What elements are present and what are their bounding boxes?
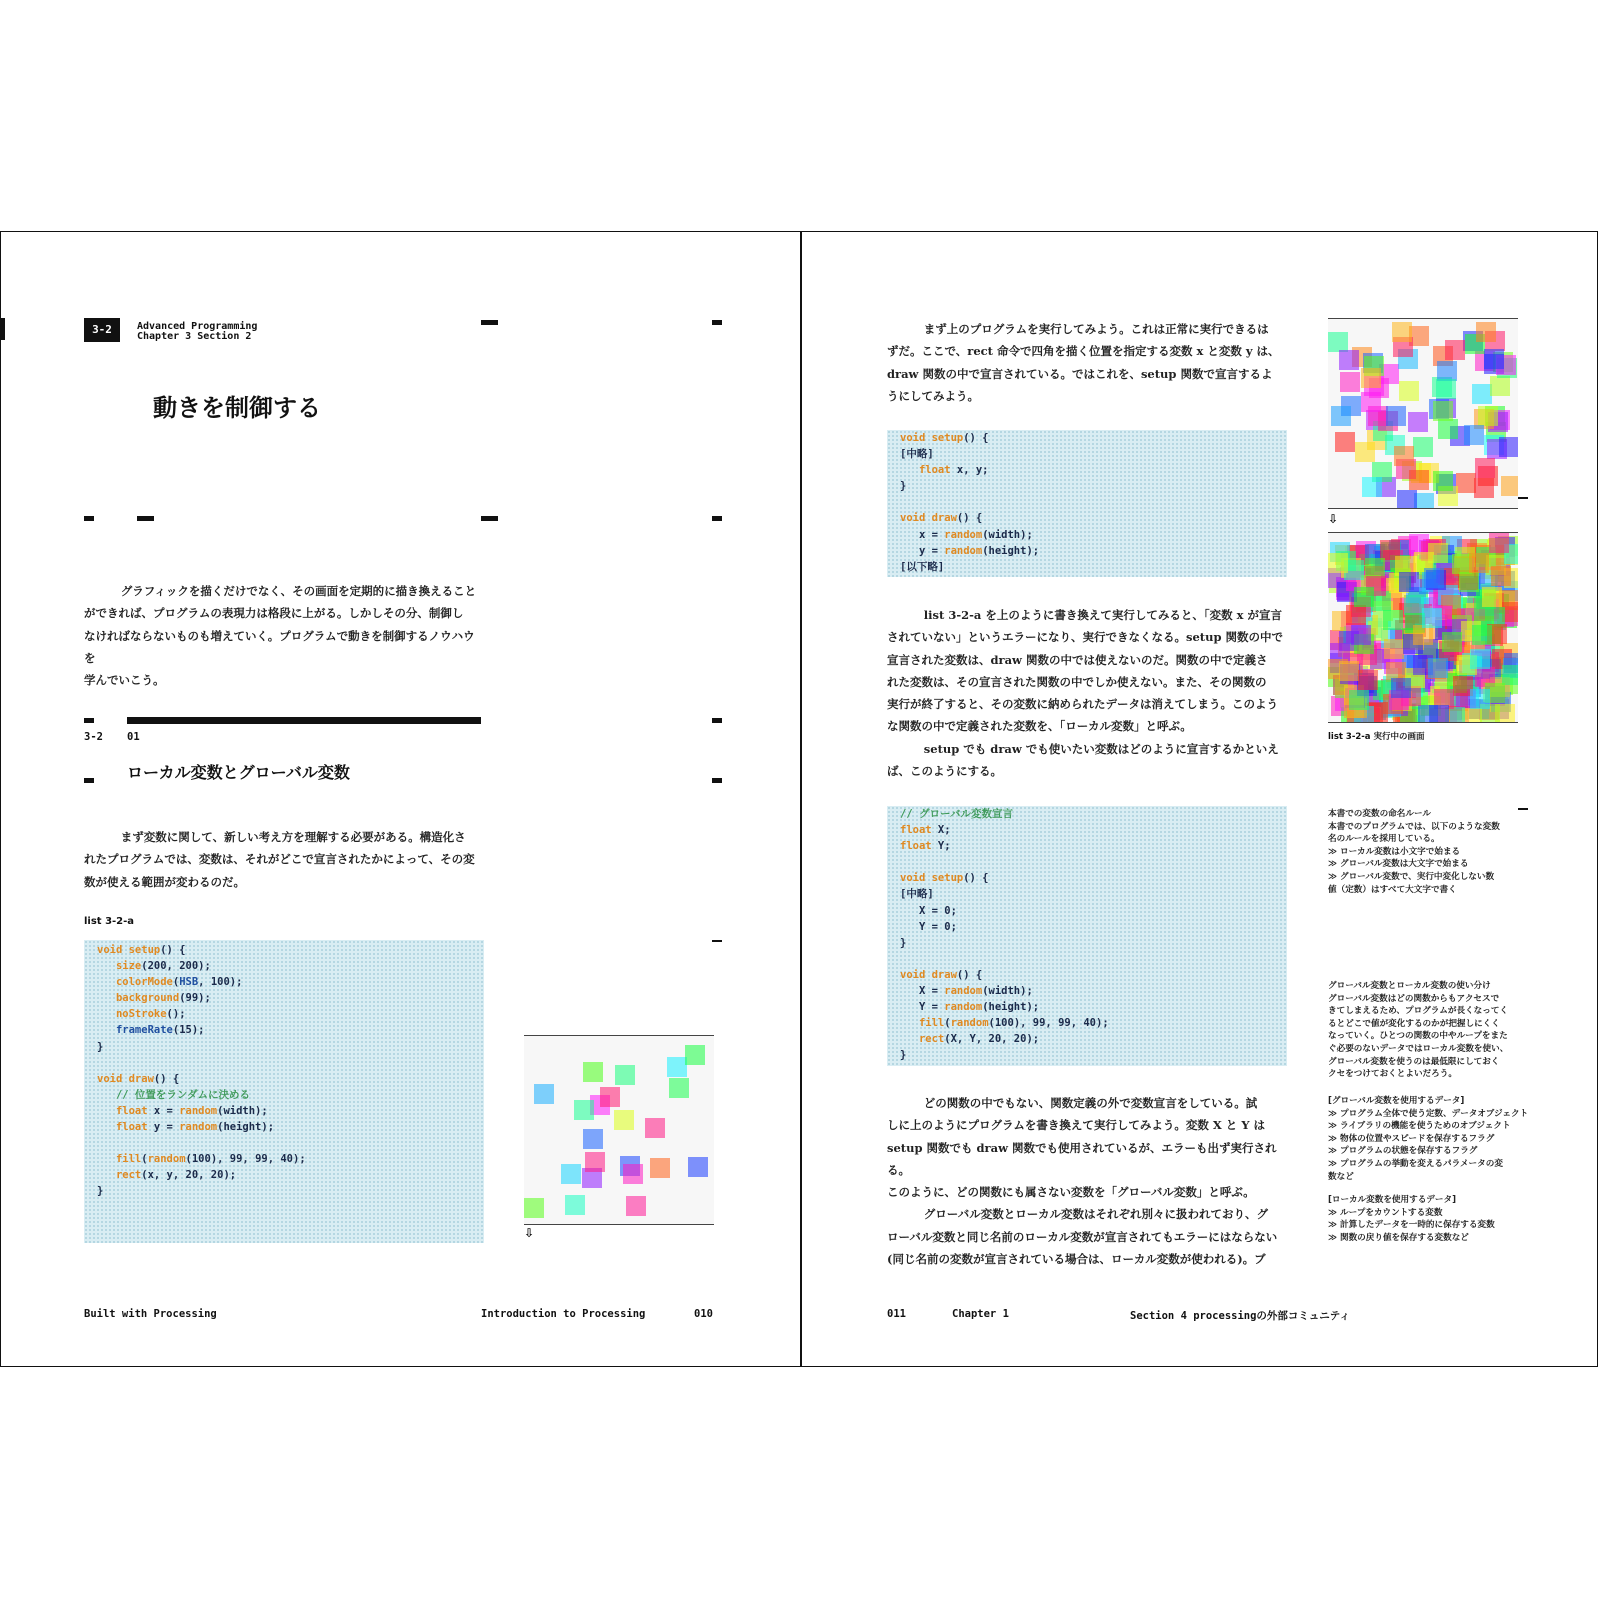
intro-line: なければならないものも増えていく。プログラムで動きを制御するノウハウを	[84, 628, 475, 665]
random-square	[524, 1198, 544, 1218]
list-label: list 3-2-a	[84, 916, 135, 927]
random-square	[667, 1057, 687, 1077]
random-square	[1328, 332, 1348, 352]
crop-mark	[481, 516, 498, 521]
body-line: ば、このようにする。	[887, 764, 1002, 779]
figure-caption: list 3-2-a 実行中の画面	[1328, 732, 1425, 742]
sidenote-line: ≫ プログラムの状態を保存するフラグ	[1328, 1146, 1478, 1157]
random-square	[1386, 406, 1406, 426]
random-square	[1429, 705, 1449, 723]
sidenote-line: 本書でのプログラムでは、以下のような変数	[1328, 821, 1500, 832]
section-rule	[127, 717, 481, 724]
sidenote-line: ≫ ライブラリの機能を使うためのオブジェクト	[1328, 1121, 1511, 1132]
random-square	[1470, 649, 1490, 669]
random-square	[1490, 376, 1510, 396]
edge-tab	[0, 318, 5, 340]
sidenote-line: なっていく。ひとつの関数の中やループをまた	[1328, 1031, 1508, 1042]
random-square	[1413, 625, 1433, 645]
random-square	[1355, 442, 1375, 462]
body-line: setup でも draw でも使いたい変数はどのように宣言するかといえ	[923, 741, 1279, 756]
sidenote-line: 本書での変数の命名ルール	[1328, 809, 1431, 819]
random-square	[1413, 437, 1433, 457]
crop-mark	[712, 718, 722, 723]
random-square	[645, 1118, 665, 1138]
sidenote-line: ≫ 物体の位置やスピードを保存するフラグ	[1328, 1133, 1495, 1144]
random-square	[1491, 566, 1511, 586]
sidenote-line: 値（定数）はすべて大文字で書く	[1328, 884, 1457, 895]
random-square	[1436, 379, 1456, 399]
sidenote-line: ≫ プログラムの挙動を変えるパラメータの変	[1328, 1158, 1503, 1169]
intro-line: 学んでいこう。	[84, 673, 165, 688]
random-square	[1404, 595, 1424, 615]
body-line: ローバル変数と同じ名前のローカル変数が宣言されてもエラーにはならない	[887, 1229, 1278, 1244]
sidenote-line: ≫ グローバル変数は大文字で始まる	[1328, 859, 1469, 870]
random-square	[1445, 340, 1465, 360]
random-square	[1442, 632, 1462, 652]
random-square	[1384, 639, 1404, 659]
random-square	[1358, 670, 1378, 690]
body-line: 数が使える範囲が変わるのだ。	[84, 874, 245, 889]
random-square	[1478, 406, 1498, 426]
page-number: 011	[887, 1308, 906, 1320]
random-square	[1474, 478, 1494, 498]
sidenote-line: ≫ グローバル変数で、実行中変化しない数	[1328, 871, 1495, 882]
arrow-icon: ⇩	[1328, 512, 1339, 526]
body-line: どの関数の中でもない、関数定義の外で変数宣言をしている。試	[923, 1096, 1258, 1110]
sidenote-local-data	[1328, 1194, 1495, 1244]
sidenote-line: [グローバル変数を使用するデータ]	[1328, 1096, 1465, 1106]
random-square	[1456, 473, 1476, 493]
random-square	[585, 1152, 605, 1172]
body-line: れたプログラムでは、変数は、それがどこで宣言されたかによって、その変	[84, 852, 475, 867]
intro-line: ができれば、プログラムの表現力は格段に上がる。しかしその分、制御し	[84, 606, 464, 621]
intro-line: グラフィックを描くだけでなく、その画面を定期的に描き換えること	[120, 584, 477, 598]
crop-mark	[137, 516, 154, 521]
random-square	[1346, 605, 1366, 625]
random-square	[1361, 368, 1381, 388]
random-square	[1489, 533, 1509, 553]
sidenote-line: [ローカル変数を使用するデータ]	[1328, 1195, 1456, 1205]
code-text: void setup() { size(200, 200); colorMode(HSB, 100); background(99); noStroke(); frameRate(15); } void draw() { // 位置をランダムに決める float x = random(width); float y = random(height); fill(random(100), 99, 99, 40); rect(x, y, 20, 20); }	[97, 944, 306, 1198]
random-square	[1428, 543, 1448, 563]
random-square	[1475, 458, 1495, 478]
random-square	[614, 1110, 634, 1130]
right-paragraph-3	[887, 1092, 1287, 1270]
body-paragraph	[84, 826, 484, 893]
random-square	[1459, 572, 1479, 592]
sidenote-line: ≫ 計算したデータを一時的に保存する変数	[1328, 1220, 1495, 1231]
right-paragraph-2	[887, 604, 1287, 782]
body-line: 宣言された変数は、draw 関数の中では使えないのだ。関数の中で定義さ	[887, 652, 1268, 667]
random-square	[1391, 678, 1411, 698]
random-square	[1365, 558, 1385, 578]
random-square	[1409, 470, 1429, 490]
page-divider	[800, 231, 802, 1367]
random-square	[1462, 708, 1482, 723]
sidenote-line: クセをつけておくとよいだろう。	[1328, 1069, 1457, 1080]
sidenote-line: グローバル変数とローカル変数の使い分け	[1328, 981, 1491, 991]
random-square	[1502, 665, 1518, 685]
random-square	[1424, 568, 1444, 588]
sidenote-line: きてしまえるため、プログラムが長くなってく	[1328, 1006, 1509, 1017]
sketch-output-medium	[1328, 318, 1518, 509]
sketch-output-dense	[1328, 532, 1518, 723]
random-square	[600, 1087, 620, 1107]
section-number: 3-2	[84, 731, 103, 743]
footer-book-title: Built with Processing	[84, 1308, 217, 1320]
code-listing-local	[887, 430, 1287, 577]
crop-mark	[1518, 808, 1528, 810]
random-square	[1499, 437, 1518, 457]
random-square	[1472, 384, 1492, 404]
crop-mark	[712, 778, 722, 783]
random-square	[1482, 587, 1502, 607]
random-square	[1433, 471, 1453, 491]
sidenote-usage	[1328, 980, 1508, 1081]
intro-paragraph	[84, 580, 484, 691]
random-square	[650, 1158, 670, 1178]
body-line: list 3-2-a を上のように書き換えて実行してみると、「変数 x が宣言	[923, 608, 1282, 622]
body-line: しに上のようにプログラムを書き換えて実行してみよう。変数 X と Y は	[887, 1118, 1266, 1133]
random-square	[1470, 689, 1490, 709]
body-line: な関数の中で定義された変数を、「ローカル変数」と呼ぶ。	[887, 719, 1192, 734]
random-square	[669, 1078, 689, 1098]
code-text: // グローバル変数宣言 float X; float Y; void setup() { [中略] X = 0; Y = 0; } void draw() { X = random(width); Y = random(height); fill(random(100), 99, 99, 40); rect(X, Y, 20, 20); }	[900, 808, 1109, 1062]
random-square	[574, 1100, 594, 1120]
sidenote-global-data	[1328, 1095, 1528, 1183]
footer-chapter-title: Introduction to Processing	[481, 1308, 646, 1320]
random-square	[1408, 412, 1428, 432]
random-square	[1464, 425, 1484, 445]
crop-mark	[712, 940, 722, 942]
random-square	[1472, 625, 1492, 645]
running-head	[137, 322, 257, 342]
random-square	[1428, 658, 1448, 678]
sidenote-naming-rules	[1328, 808, 1500, 896]
random-square	[1328, 553, 1348, 573]
section-chip: 3-2	[84, 318, 120, 342]
random-square	[561, 1164, 581, 1184]
crop-mark	[84, 516, 94, 521]
random-square	[1392, 322, 1412, 342]
crop-mark	[1518, 497, 1528, 499]
random-square	[1484, 349, 1504, 369]
random-square	[1339, 350, 1359, 370]
random-square	[583, 1129, 603, 1149]
body-line: このように、どの関数にも属さない変数を「グローバル変数」と呼ぶ。	[887, 1185, 1255, 1200]
random-square	[1331, 406, 1351, 426]
random-square	[1383, 610, 1403, 630]
body-line: ずだ。ここで、rect 命令で四角を描く位置を指定する変数 x と変数 y は、	[887, 344, 1280, 359]
random-square	[583, 1062, 603, 1082]
random-square	[1399, 572, 1419, 592]
body-line: うにしてみよう。	[887, 388, 979, 403]
crop-mark	[84, 778, 94, 783]
sidenote-line: るとどこで値が変化するのかが把握しにくく	[1328, 1018, 1500, 1029]
body-line: まず変数に関して、新しい考え方を理解する必要がある。構造化さ	[120, 830, 466, 844]
code-listing-global	[887, 806, 1287, 1066]
random-square	[1438, 419, 1458, 439]
random-square	[626, 1196, 646, 1216]
random-square	[1351, 625, 1371, 645]
sidenote-line: ≫ 関数の戻り値を保存する変数など	[1328, 1232, 1469, 1243]
body-line: れた変数は、その宣言された関数の中でしか使えない。また、その関数の	[887, 674, 1267, 689]
crop-mark	[712, 320, 722, 325]
random-square	[688, 1157, 708, 1177]
random-square	[565, 1195, 585, 1215]
random-square	[1362, 477, 1382, 497]
page-number: 010	[694, 1308, 713, 1320]
right-paragraph-1	[887, 318, 1287, 407]
body-line: setup 関数でも draw 関数でも使用されているが、エラーも出ず実行される。	[887, 1140, 1277, 1177]
random-square	[1422, 608, 1442, 628]
sketch-output-sparse	[524, 1035, 714, 1225]
random-square	[1340, 372, 1360, 392]
body-line: draw 関数の中で宣言されている。ではこれを、setup 関数で宣言するよ	[887, 366, 1273, 381]
random-square	[534, 1084, 554, 1104]
random-square	[615, 1065, 635, 1085]
random-square	[1361, 392, 1381, 412]
section-subnumber: 01	[127, 731, 140, 743]
code-text: void setup() { [中略] float x, y; } void draw() { x = random(width); y = random(height); [以下略]	[900, 432, 1040, 573]
footer-section: Section 4 processingの外部コミュニティ	[1130, 1310, 1350, 1322]
random-square	[1501, 476, 1518, 496]
random-square	[1437, 361, 1457, 381]
random-square	[1339, 661, 1359, 681]
random-square	[1476, 322, 1496, 342]
random-square	[1469, 553, 1489, 573]
random-square	[1349, 690, 1369, 710]
sidenote-line: 数など	[1328, 1171, 1354, 1182]
random-square	[1397, 490, 1417, 509]
random-square	[1399, 381, 1419, 401]
random-square	[1394, 446, 1414, 466]
sidenote-line: ≫ ローカル変数は小文字で始まる	[1328, 846, 1461, 857]
running-head-line2: Chapter 3 Section 2	[137, 331, 252, 342]
random-square	[623, 1164, 643, 1184]
sidenote-line: ぐ必要のないデータではローカル変数を使い、	[1328, 1043, 1509, 1054]
random-square	[685, 1045, 705, 1065]
body-line: (同じ名前の変数が宣言されている場合は、ローカル変数が使われる)。ブ	[887, 1252, 1266, 1267]
body-line: されていない」というエラーになり、実行できなくなる。setup 関数の中で	[887, 630, 1284, 645]
random-square	[1433, 401, 1453, 421]
crop-mark	[84, 718, 94, 723]
arrow-icon: ⇩	[524, 1226, 535, 1240]
section-title: ローカル変数とグローバル変数	[127, 763, 350, 782]
crop-mark	[712, 516, 722, 521]
sidenote-line: グローバル変数を使うのは最低限にしておく	[1328, 1056, 1500, 1067]
sidenote-line: ≫ ループをカウントする変数	[1328, 1207, 1443, 1218]
footer-chapter: Chapter 1	[952, 1308, 1009, 1320]
random-square	[1354, 587, 1374, 607]
page-title: 動きを制御する	[153, 394, 321, 422]
sidenote-line: グローバル変数はどの関数からもアクセスで	[1328, 993, 1500, 1004]
running-head-line1: Advanced Programming	[137, 321, 258, 332]
sidenote-line: 名のルールを採用している。	[1328, 834, 1440, 845]
random-square	[1335, 432, 1355, 452]
sidenote-line: ≫ プログラム全体で使う定数、データオブジェクト	[1328, 1108, 1529, 1119]
crop-mark	[481, 320, 498, 325]
random-square	[1414, 493, 1434, 509]
body-line: 実行が終了すると、その変数に納められたデータは消えてしまう。このよう	[887, 697, 1278, 712]
body-line: グローバル変数とローカル変数はそれぞれ別々に扱われており、グ	[923, 1207, 1268, 1222]
body-line: まず上のプログラムを実行してみよう。これは正常に実行できるは	[923, 322, 1269, 336]
code-listing-3-2-a	[84, 940, 484, 1243]
